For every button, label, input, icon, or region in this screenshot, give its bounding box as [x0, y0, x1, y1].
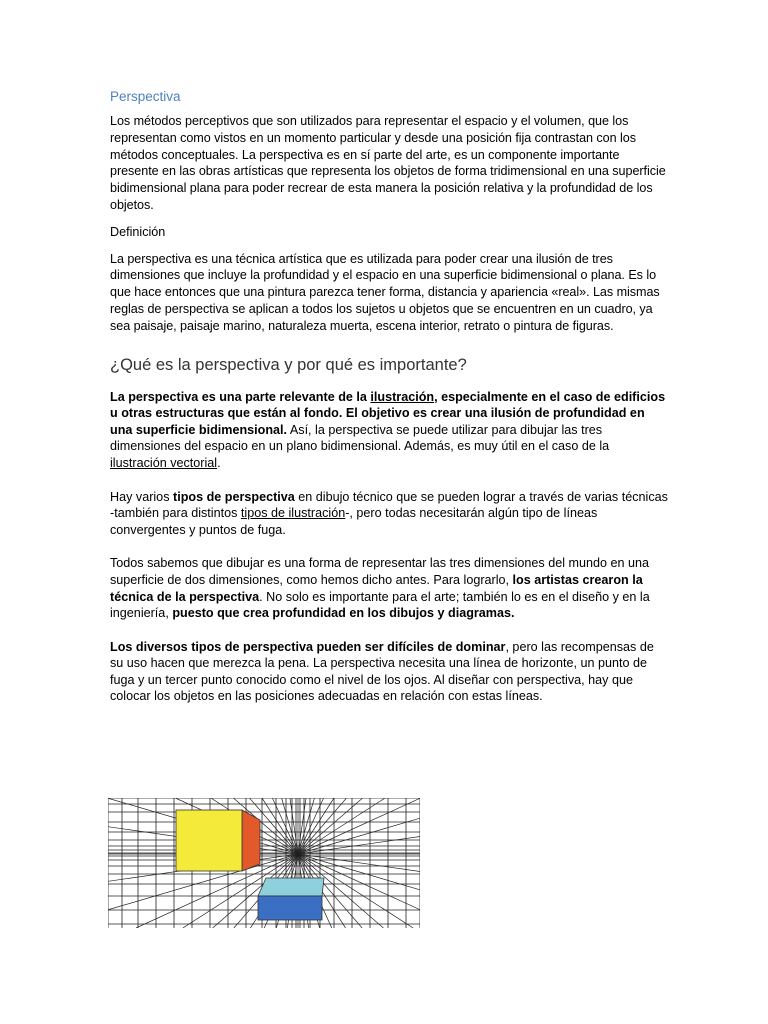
p3-text-a: Todos sabemos que dibujar es una forma de representar las tres dimensiones del mundo en una superficie de dos dimensiones, como hemos dicho antes. Para lograrlo, [110, 556, 650, 587]
importance-paragraph-1 [110, 389, 668, 472]
link-tipos-ilustracion[interactable]: tipos de ilustración [240, 506, 346, 521]
p4-bold-a: Los diversos tipos de perspectiva pueden ser difíciles de dominar [110, 639, 506, 654]
definition-paragraph: La perspectiva es una técnica artística que es utilizada para poder crear una ilusión de tres dimensiones que incluye la profundidad y el espacio en una superficie bidimensional o plana. Es lo que hace entonces que una pintura parezca tener forma, distancia y apariencia «real». Las mismas reglas de perspectiva se aplican a todos los sujetos u objetos que se encuentren en un cuadro, ya sea paisaje, paisaje marino, naturaleza muerta, escena interior, retrato o pintura de figuras. [110, 251, 660, 333]
p1-bold-a: La perspectiva es una parte relevante de la [110, 389, 371, 404]
box-front-face [258, 896, 322, 920]
p3-text-c: . No solo es importante para el arte; también lo es en el diseño y en la ingeniería, [110, 589, 650, 621]
p2-text-d: -, pero todas necesitarán algún tipo de líneas convergentes y puntos de fuga. [110, 506, 598, 537]
p2-text-c: en dibujo técnico que se pueden lograr a través de varias técnicas -también para distintos [110, 489, 668, 521]
cube-front-face [176, 810, 242, 871]
link-ilustracion[interactable]: ilustración [370, 389, 435, 404]
section-title-perspectiva: Perspectiva [110, 89, 181, 104]
importance-heading: ¿Qué es la perspectiva y por qué es importante? [110, 355, 467, 374]
box-top-face [258, 878, 324, 896]
p3-bold-d: puesto que crea profundidad en los dibujos y diagramas. [172, 606, 515, 621]
definition-title: Definición [110, 224, 166, 239]
p1-bold-b: , especialmente en el caso de edificios u otras estructuras que están al fondo. El objetivo es crear una ilusión de profundidad en una superficie bidimensional. [110, 389, 666, 437]
importance-paragraph-2 [110, 489, 668, 539]
p2-bold-b: tipos de perspectiva [173, 489, 295, 504]
intro-paragraph: Los métodos perceptivos que son utilizados para representar el espacio y el volumen, que los representan como vistos en un momento particular y desde una posición fija contrastan con los métodos conceptuales. La perspectiva es en sí parte del arte, es un componente importante presente en las obras artísticas que representa los objetos de forma tridimensional en una superficie bidimensional plana para poder recrear de esta manera la posición relativa y la profundidad de los objetos. [110, 114, 666, 212]
cube-side-face [242, 810, 260, 871]
p3-bold-b: los artistas crearon la técnica de la perspectiva [110, 572, 643, 604]
perspective-grid-illustration [108, 798, 420, 928]
p1-text-d: . [217, 455, 221, 470]
importance-paragraph-3 [110, 555, 668, 621]
p2-text-a: Hay varios [110, 489, 173, 504]
link-ilustracion-vectorial[interactable]: ilustración vectorial [110, 455, 218, 470]
p1-text-c: Así, la perspectiva se puede utilizar para dibujar las tres dimensiones del espacio en un plano bidimensional. Además, es muy útil en el caso de la [110, 422, 610, 454]
p4-text-b: , pero las recompensas de su uso hacen que merezca la pena. La perspectiva necesita una línea de horizonte, un punto de fuga y un tercer punto conocido como el nivel de los ojos. Al diseñar con perspectiva, hay que colocar los objetos en las posiciones adecuadas en relación con estas líneas. [110, 639, 654, 704]
importance-paragraph-4 [110, 639, 668, 705]
